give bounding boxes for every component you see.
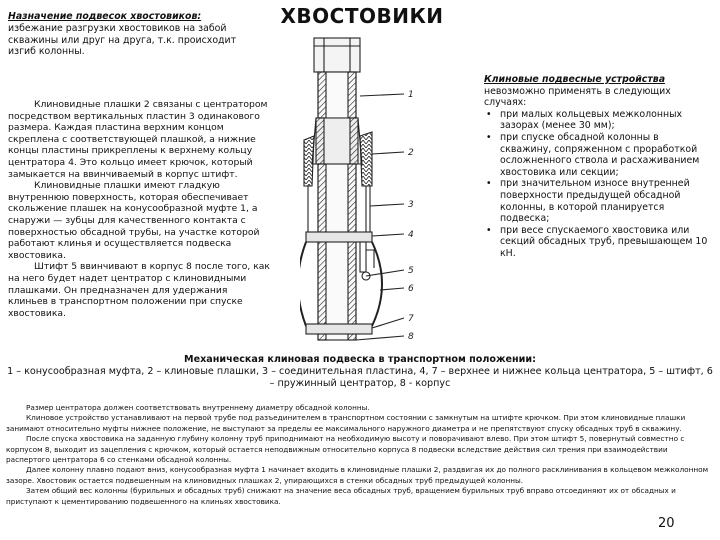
drawing-label-4: 4	[408, 230, 414, 240]
drawing-label-7: 7	[408, 314, 414, 324]
page-title: ХВОСТОВИКИ	[280, 4, 444, 28]
wedge-slip-left	[304, 136, 314, 186]
left-paragraph-2: Клиновидные плашки имеют гладкую внутреннюю поверхность, которая обеспечивает скольжение плашек на конусообразной муфте 1, а снаружи — зубцы для качественного контакта с поверхностью обсадной трубы, на участке которой работают клинья и осуществляется подвеска хвостовика.	[8, 180, 260, 261]
centralizer-upper-ring	[306, 232, 372, 242]
left-paragraph-3: Штифт 5 ввинчивают в корпус 8 после того, как на него будет надет центратор с клиновидными плашками. Он предназначен для удержания клиньев в транспортном положении при спуске хвостовика.	[8, 261, 270, 319]
top-coupling	[314, 38, 360, 72]
footer-paragraph-2: Клиновое устройство устанавливают на первой трубе под разъединителем в транспортном состоянии с замкнутым на штифте крючком. При этом клиновидные плашки занимают относительно муфты нижнее положение, не выступают за пределы ее максимального наружного диаметра и не препятствуют спуску обсадных труб в скважину.	[6, 413, 686, 433]
list-item: • при весе спускаемого хвостовика или секций обсадных труб, превышающем 10 кН.	[486, 224, 708, 259]
left-paragraph-1: Клиновидные плашки 2 связаны с центратором посредством вертикальных пластин 3 одинакового размера. Каждая пластина верхним концом скреплена с соответствующей плашкой, а нижние концы пластины прикреплены к верхнему кольцу центратора 4. Это кольцо имеет крючок, который замыкается на ввинчиваемый в корпус штифт.	[8, 99, 268, 180]
purpose-text: избежание разгрузки хвостовиков на забой скважины или друг на друга, т.к. происходит изгиб колонны.	[8, 22, 237, 58]
wedge-hanger-drawing	[300, 36, 480, 348]
limitations-heading: Клиновые подвесные устройства	[484, 74, 666, 85]
purpose-block	[8, 11, 258, 58]
drawing-label-6: 6	[408, 284, 414, 294]
footer-paragraph-4: Далее колонну плавно подают вниз, конусообразная муфта 1 начинает входить в клиновидные плашки 2, раздвигая их до полного расклинивания в кольцевом межколонном зазоре. Хвостовик остается подвешенным на клиновидных плашках 2, упирающихся в стенки обсадных труб предыдущей колонны.	[6, 465, 709, 485]
figure-caption	[6, 354, 714, 390]
bullet-icon: •	[486, 178, 492, 190]
drawing-label-1: 1	[408, 90, 414, 100]
bullet-icon: •	[486, 131, 492, 143]
wedge-slip-right	[360, 132, 372, 186]
page-number: 20	[658, 516, 675, 531]
footer-text	[6, 403, 712, 507]
limitations-list	[484, 109, 710, 260]
drawing-label-5: 5	[408, 266, 414, 276]
limitations-block	[484, 74, 710, 260]
bullet-icon: •	[486, 108, 492, 120]
footer-paragraph-3: После спуска хвостовика на заданную глубину колонну труб приподнимают на необходимую высоту и поворачивают влево. При этом штифт 5, повернутый совместно с корпусом 8, выходит из зацепления с крючком, который остается неподвижным относительно корпуса 8 подвески вследствие действия сил трения при взаимодействии распертого центратора 6 со стенками обсадной колонны.	[6, 434, 685, 465]
drawing-label-8: 8	[408, 332, 414, 342]
drawing-label-2: 2	[408, 148, 414, 158]
list-item: • при спуске обсадной колонны в скважину, сопряженном с проработкой осложненного ствола и расхаживанием хвостовика или секции;	[486, 131, 700, 178]
left-body-text	[8, 99, 270, 319]
list-item: • при малых кольцевых межколонных зазорах (менее 30 мм);	[486, 108, 683, 132]
footer-paragraph-1: Размер центратора должен соответствовать внутреннему диаметру обсадной колонны.	[26, 403, 370, 412]
list-item: • при значительном износе внутренней поверхности предыдущей обсадной колонны, в которой планируется подвеска;	[486, 178, 690, 225]
spring-centralizer-left	[300, 242, 306, 326]
caption-text: 1 – конусообразная муфта, 2 – клиновые плашки, 3 – соединительная пластина, 4, 7 – верхнее и нижнее кольца центратора, 5 – штифт, 6 – пружинный центратор, 8 - корпус	[7, 366, 713, 389]
purpose-heading: Назначение подвесок хвостовиков:	[8, 11, 202, 22]
bullet-icon: •	[486, 224, 492, 236]
limitations-intro: невозможно применять в следующих случаях:	[484, 85, 671, 109]
centralizer-lower-ring	[306, 324, 372, 334]
footer-paragraph-5: Затем общий вес колонны (бурильных и обсадных труб) снижают на значение веса обсадных труб, вращением бурильных труб вправо отсоединяют их от обсадных и приступают к цементированию подвешенного на клиньях хвостовика.	[6, 486, 676, 506]
drawing-label-3: 3	[408, 200, 414, 210]
caption-heading: Механическая клиновая подвеска в транспортном положении:	[184, 354, 536, 365]
